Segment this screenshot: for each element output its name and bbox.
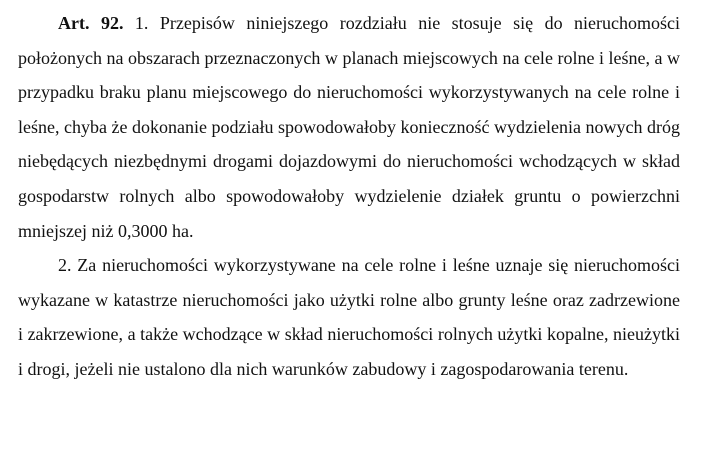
paragraph-1: [18, 6, 680, 248]
document-page: [18, 6, 680, 387]
paragraph-2: [18, 248, 680, 386]
article-number: Art. 92.: [58, 13, 124, 33]
paragraph-2-text: 2. Za nieruchomości wykorzystywane na cele rolne i leśne uznaje się nieruchomości wykazane w katastrze nieruchomości jako użytki rolne albo grunty leśne oraz zadrzewione i zakrzewione, a także wchodzące w skład nieruchomości rolnych użytki kopalne, nieużytki i drogi, jeżeli nie ustalono dla nich warunków zabudowy i zagospodarowania terenu.: [18, 255, 680, 379]
paragraph-1-text: 1. Przepisów niniejszego rozdziału nie stosuje się do nieruchomości położonych na obszarach przeznaczonych w planach miejscowych na cele rolne i leśne, a w przypadku braku planu miejscowego do nieruchomości wykorzystywanych na cele rolne i leśne, chyba że dokonanie podziału spowodowałoby konieczność wydzielenia nowych dróg niebędących niezbędnymi drogami dojazdowymi do nieruchomości wchodzących w skład gospodarstw rolnych albo spowodowałoby wydzielenie działek gruntu o powierzchni mniejszej niż 0,3000 ha.: [18, 13, 680, 241]
